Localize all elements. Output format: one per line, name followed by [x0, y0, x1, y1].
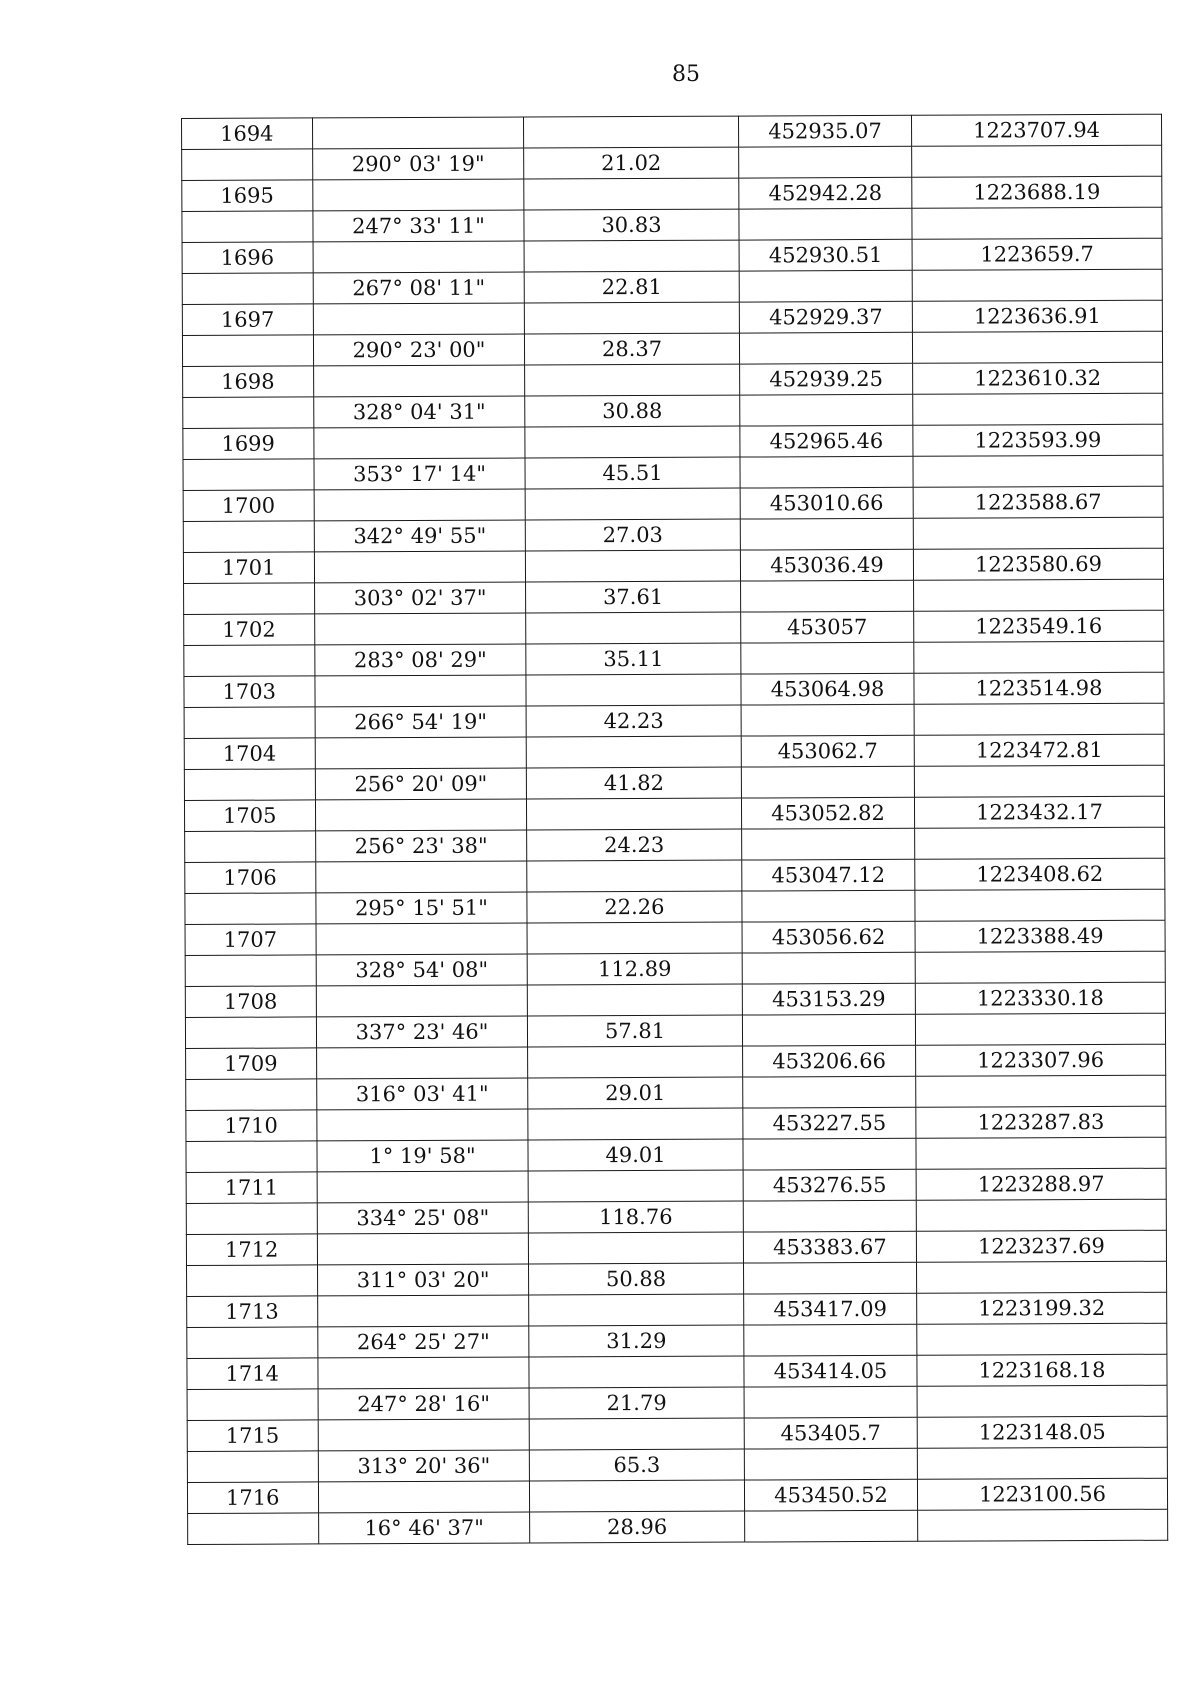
- segment-row: [187, 1323, 1167, 1358]
- station-cell: [182, 335, 313, 367]
- bearing-cell: [316, 923, 527, 955]
- station-cell: 1697: [182, 304, 313, 336]
- northing-cell: 453036.49: [740, 549, 913, 581]
- distance-cell: [525, 488, 740, 520]
- easting-cell: [914, 641, 1164, 673]
- station-cell: [186, 1141, 317, 1173]
- northing-cell: [740, 456, 913, 488]
- easting-cell: [918, 1509, 1168, 1541]
- distance-cell: 118.76: [528, 1201, 743, 1233]
- northing-cell: 453064.98: [741, 673, 914, 705]
- northing-cell: 453450.52: [744, 1479, 917, 1511]
- station-row: [187, 1354, 1167, 1389]
- bearing-cell: [313, 179, 524, 211]
- station-row: [182, 300, 1162, 335]
- northing-cell: 453047.12: [742, 859, 915, 891]
- northing-cell: [739, 270, 912, 302]
- segment-row: [187, 1385, 1167, 1420]
- northing-cell: 453153.29: [742, 983, 915, 1015]
- easting-cell: [912, 269, 1162, 301]
- station-row: [186, 1230, 1166, 1265]
- station-cell: [184, 769, 315, 801]
- station-cell: 1702: [184, 614, 315, 646]
- easting-cell: [914, 765, 1164, 797]
- easting-cell: 1223593.99: [913, 424, 1163, 456]
- bearing-cell: [313, 117, 524, 149]
- distance-cell: [526, 674, 741, 706]
- distance-cell: [526, 798, 741, 830]
- station-row: [182, 238, 1162, 273]
- easting-cell: 1223408.62: [915, 858, 1165, 890]
- northing-cell: [741, 766, 914, 798]
- northing-cell: [744, 1386, 917, 1418]
- station-row: [183, 486, 1163, 521]
- easting-cell: 1223168.18: [917, 1354, 1167, 1386]
- station-cell: [185, 893, 316, 925]
- segment-row: [185, 827, 1165, 862]
- distance-cell: 22.81: [524, 271, 739, 303]
- distance-cell: 27.03: [525, 519, 740, 551]
- station-row: [182, 176, 1162, 211]
- station-row: [186, 1168, 1166, 1203]
- bearing-cell: [314, 551, 525, 583]
- easting-cell: [915, 827, 1165, 859]
- northing-cell: 453062.7: [741, 735, 914, 767]
- bearing-cell: [316, 985, 527, 1017]
- northing-cell: 452930.51: [739, 239, 912, 271]
- northing-cell: [742, 952, 915, 984]
- station-cell: [184, 583, 315, 615]
- station-cell: [184, 707, 315, 739]
- station-cell: [183, 521, 314, 553]
- northing-cell: 453414.05: [744, 1355, 917, 1387]
- station-cell: 1694: [182, 118, 313, 150]
- bearing-cell: 353° 17' 14": [314, 458, 525, 490]
- distance-cell: [528, 1046, 743, 1078]
- bearing-cell: 16° 46' 37": [319, 1512, 530, 1544]
- bearing-cell: [315, 799, 526, 831]
- northing-cell: 453276.55: [743, 1169, 916, 1201]
- distance-cell: 22.26: [527, 891, 742, 923]
- distance-cell: 50.88: [529, 1263, 744, 1295]
- distance-cell: 24.23: [527, 829, 742, 861]
- distance-cell: 41.82: [526, 767, 741, 799]
- distance-cell: 30.83: [524, 209, 739, 241]
- distance-cell: [523, 116, 738, 148]
- segment-row: [184, 641, 1164, 676]
- station-cell: 1695: [182, 180, 313, 212]
- distance-cell: [525, 364, 740, 396]
- easting-cell: [915, 889, 1165, 921]
- bearing-cell: [313, 303, 524, 335]
- station-cell: 1696: [182, 242, 313, 274]
- distance-cell: [528, 1108, 743, 1140]
- easting-cell: [912, 331, 1162, 363]
- northing-cell: 453227.55: [743, 1107, 916, 1139]
- distance-cell: [528, 1170, 743, 1202]
- distance-cell: [527, 860, 742, 892]
- station-row: [184, 796, 1164, 831]
- easting-cell: [917, 1385, 1167, 1417]
- station-row: [185, 858, 1165, 893]
- station-cell: [182, 149, 313, 181]
- northing-cell: [743, 1138, 916, 1170]
- northing-cell: [744, 1448, 917, 1480]
- bearing-cell: 316° 03' 41": [317, 1078, 528, 1110]
- station-cell: 1713: [187, 1296, 318, 1328]
- station-cell: [187, 1265, 318, 1297]
- easting-cell: 1223707.94: [911, 114, 1161, 146]
- distance-cell: 28.37: [524, 333, 739, 365]
- segment-row: [182, 145, 1162, 180]
- easting-cell: [915, 1013, 1165, 1045]
- easting-cell: 1223580.69: [913, 548, 1163, 580]
- easting-cell: 1223287.83: [916, 1106, 1166, 1138]
- segment-row: [183, 393, 1163, 428]
- bearing-cell: 267° 08' 11": [313, 272, 524, 304]
- bearing-cell: 328° 54' 08": [316, 954, 527, 986]
- distance-cell: [527, 922, 742, 954]
- easting-cell: [915, 951, 1165, 983]
- northing-cell: 452929.37: [739, 301, 912, 333]
- northing-cell: [744, 1324, 917, 1356]
- bearing-cell: [315, 737, 526, 769]
- station-cell: 1710: [186, 1110, 317, 1142]
- northing-cell: 452965.46: [740, 425, 913, 457]
- northing-cell: [739, 208, 912, 240]
- segment-row: [182, 269, 1162, 304]
- station-cell: [183, 397, 314, 429]
- segment-row: [182, 331, 1162, 366]
- easting-cell: 1223148.05: [917, 1416, 1167, 1448]
- distance-cell: [528, 1232, 743, 1264]
- northing-cell: [741, 580, 914, 612]
- distance-cell: [529, 1480, 744, 1512]
- bearing-cell: [317, 1047, 528, 1079]
- station-cell: 1712: [186, 1234, 317, 1266]
- segment-row: [184, 579, 1164, 614]
- easting-cell: [917, 1447, 1167, 1479]
- station-cell: 1708: [185, 986, 316, 1018]
- station-cell: [187, 1327, 318, 1359]
- segment-row: [184, 703, 1164, 738]
- station-cell: 1705: [184, 800, 315, 832]
- segment-row: [187, 1261, 1167, 1296]
- bearing-cell: [318, 1357, 529, 1389]
- northing-cell: 453057: [741, 611, 914, 643]
- station-row: [186, 1044, 1166, 1079]
- distance-cell: [529, 1294, 744, 1326]
- distance-cell: [524, 302, 739, 334]
- station-row: [183, 548, 1163, 583]
- bearing-cell: [316, 861, 527, 893]
- northing-cell: [743, 1076, 916, 1108]
- bearing-cell: [314, 365, 525, 397]
- bearing-cell: 303° 02' 37": [315, 582, 526, 614]
- easting-cell: 1223514.98: [914, 672, 1164, 704]
- easting-cell: 1223307.96: [916, 1044, 1166, 1076]
- distance-cell: 31.29: [529, 1325, 744, 1357]
- segment-row: [185, 1013, 1165, 1048]
- bearing-cell: 256° 20' 09": [315, 768, 526, 800]
- northing-cell: [745, 1510, 918, 1542]
- bearing-cell: 283° 08' 29": [315, 644, 526, 676]
- easting-cell: [916, 1075, 1166, 1107]
- station-row: [187, 1416, 1167, 1451]
- distance-cell: 35.11: [526, 643, 741, 675]
- station-cell: [182, 211, 313, 243]
- station-cell: 1704: [184, 738, 315, 770]
- easting-cell: 1223432.17: [914, 796, 1164, 828]
- bearing-cell: [318, 1419, 529, 1451]
- station-cell: [185, 831, 316, 863]
- station-row: [184, 734, 1164, 769]
- segment-row: [183, 455, 1163, 490]
- easting-cell: 1223472.81: [914, 734, 1164, 766]
- distance-cell: 65.3: [529, 1449, 744, 1481]
- distance-cell: [526, 612, 741, 644]
- northing-cell: [742, 1014, 915, 1046]
- station-row: [184, 672, 1164, 707]
- bearing-cell: 264° 25' 27": [318, 1326, 529, 1358]
- station-cell: 1699: [183, 428, 314, 460]
- easting-cell: 1223610.32: [913, 362, 1163, 394]
- distance-cell: 21.79: [529, 1387, 744, 1419]
- bearing-cell: 247° 28' 16": [318, 1388, 529, 1420]
- easting-cell: [914, 579, 1164, 611]
- distance-cell: 49.01: [528, 1139, 743, 1171]
- segment-row: [187, 1447, 1167, 1482]
- station-cell: 1711: [186, 1172, 317, 1204]
- distance-cell: [524, 178, 739, 210]
- easting-cell: [916, 1199, 1166, 1231]
- bearing-cell: [317, 1171, 528, 1203]
- easting-cell: 1223237.69: [916, 1230, 1166, 1262]
- station-row: [183, 362, 1163, 397]
- bearing-cell: [314, 427, 525, 459]
- distance-cell: 112.89: [527, 953, 742, 985]
- bearing-cell: 290° 03' 19": [313, 148, 524, 180]
- northing-cell: 452939.25: [740, 363, 913, 395]
- station-row: [184, 610, 1164, 645]
- segment-row: [182, 207, 1162, 242]
- distance-cell: 29.01: [528, 1077, 743, 1109]
- distance-cell: 42.23: [526, 705, 741, 737]
- bearing-cell: 1° 19' 58": [317, 1140, 528, 1172]
- segment-row: [186, 1137, 1166, 1172]
- segment-row: [185, 951, 1165, 986]
- northing-cell: 452935.07: [738, 115, 911, 147]
- bearing-cell: 328° 04' 31": [314, 396, 525, 428]
- easting-cell: [912, 145, 1162, 177]
- station-cell: [185, 955, 316, 987]
- station-cell: [187, 1451, 318, 1483]
- bearing-cell: 290° 23' 00": [313, 334, 524, 366]
- distance-cell: [525, 426, 740, 458]
- station-cell: 1709: [186, 1048, 317, 1080]
- distance-cell: 37.61: [526, 581, 741, 613]
- segment-row: [185, 889, 1165, 924]
- station-cell: 1707: [185, 924, 316, 956]
- station-cell: 1706: [185, 862, 316, 894]
- bearing-cell: [314, 489, 525, 521]
- easting-cell: 1223388.49: [915, 920, 1165, 952]
- distance-cell: 28.96: [530, 1511, 745, 1543]
- bearing-cell: [317, 1233, 528, 1265]
- bearing-cell: [317, 1109, 528, 1141]
- easting-cell: [917, 1323, 1167, 1355]
- bearing-cell: [315, 675, 526, 707]
- northing-cell: [743, 1200, 916, 1232]
- northing-cell: [744, 1262, 917, 1294]
- northing-cell: 453010.66: [740, 487, 913, 519]
- easting-cell: 1223636.91: [912, 300, 1162, 332]
- station-cell: [188, 1513, 319, 1545]
- segment-row: [184, 765, 1164, 800]
- bearing-cell: 334° 25' 08": [317, 1202, 528, 1234]
- page-number: 85: [672, 62, 700, 87]
- northing-cell: 453056.62: [742, 921, 915, 953]
- station-cell: 1714: [187, 1358, 318, 1390]
- station-cell: [185, 1017, 316, 1049]
- northing-cell: [740, 394, 913, 426]
- station-row: [182, 114, 1162, 149]
- easting-cell: [912, 207, 1162, 239]
- easting-cell: 1223588.67: [913, 486, 1163, 518]
- easting-cell: [914, 703, 1164, 735]
- northing-cell: [741, 642, 914, 674]
- distance-cell: [527, 984, 742, 1016]
- bearing-cell: 256° 23' 38": [316, 830, 527, 862]
- station-row: [187, 1478, 1167, 1513]
- station-cell: [182, 273, 313, 305]
- bearing-cell: 295° 15' 51": [316, 892, 527, 924]
- station-cell: 1698: [183, 366, 314, 398]
- easting-cell: [916, 1261, 1166, 1293]
- station-cell: 1716: [187, 1482, 318, 1514]
- northing-cell: [740, 518, 913, 550]
- northing-cell: [739, 332, 912, 364]
- easting-cell: [916, 1137, 1166, 1169]
- distance-cell: 21.02: [524, 147, 739, 179]
- easting-cell: 1223199.32: [917, 1292, 1167, 1324]
- station-row: [186, 1106, 1166, 1141]
- station-row: [185, 920, 1165, 955]
- station-cell: [186, 1203, 317, 1235]
- easting-cell: 1223288.97: [916, 1168, 1166, 1200]
- easting-cell: 1223100.56: [917, 1478, 1167, 1510]
- northing-cell: 453417.09: [744, 1293, 917, 1325]
- easting-cell: 1223688.19: [912, 176, 1162, 208]
- segment-row: [186, 1075, 1166, 1110]
- bearing-cell: [318, 1481, 529, 1513]
- distance-cell: [524, 240, 739, 272]
- northing-cell: [739, 146, 912, 178]
- northing-cell: 453405.7: [744, 1417, 917, 1449]
- distance-cell: [529, 1418, 744, 1450]
- northing-cell: 453052.82: [741, 797, 914, 829]
- northing-cell: [742, 828, 915, 860]
- station-cell: [186, 1079, 317, 1111]
- easting-cell: 1223659.7: [912, 238, 1162, 270]
- bearing-cell: [318, 1295, 529, 1327]
- survey-coordinate-table: [181, 114, 1168, 1545]
- segment-row: [183, 517, 1163, 552]
- northing-cell: 453206.66: [743, 1045, 916, 1077]
- station-cell: 1703: [184, 676, 315, 708]
- segment-row: [186, 1199, 1166, 1234]
- bearing-cell: 247° 33' 11": [313, 210, 524, 242]
- station-cell: [187, 1389, 318, 1421]
- segment-row: [188, 1509, 1168, 1544]
- bearing-cell: 313° 20' 36": [318, 1450, 529, 1482]
- station-cell: 1701: [183, 552, 314, 584]
- easting-cell: [913, 517, 1163, 549]
- distance-cell: 45.51: [525, 457, 740, 489]
- station-row: [183, 424, 1163, 459]
- distance-cell: [529, 1356, 744, 1388]
- station-cell: 1715: [187, 1420, 318, 1452]
- northing-cell: 452942.28: [739, 177, 912, 209]
- distance-cell: [525, 550, 740, 582]
- bearing-cell: 337° 23' 46": [316, 1016, 527, 1048]
- distance-cell: 57.81: [527, 1015, 742, 1047]
- easting-cell: [913, 393, 1163, 425]
- station-cell: 1700: [183, 490, 314, 522]
- bearing-cell: [315, 613, 526, 645]
- station-cell: [183, 459, 314, 491]
- bearing-cell: 311° 03' 20": [318, 1264, 529, 1296]
- easting-cell: 1223549.16: [914, 610, 1164, 642]
- table-body: [182, 114, 1168, 1544]
- station-row: [185, 982, 1165, 1017]
- northing-cell: [742, 890, 915, 922]
- station-cell: [184, 645, 315, 677]
- station-row: [187, 1292, 1167, 1327]
- northing-cell: [741, 704, 914, 736]
- bearing-cell: [313, 241, 524, 273]
- northing-cell: 453383.67: [743, 1231, 916, 1263]
- easting-cell: 1223330.18: [915, 982, 1165, 1014]
- bearing-cell: 266° 54' 19": [315, 706, 526, 738]
- distance-cell: [526, 736, 741, 768]
- easting-cell: [913, 455, 1163, 487]
- bearing-cell: 342° 49' 55": [314, 520, 525, 552]
- distance-cell: 30.88: [525, 395, 740, 427]
